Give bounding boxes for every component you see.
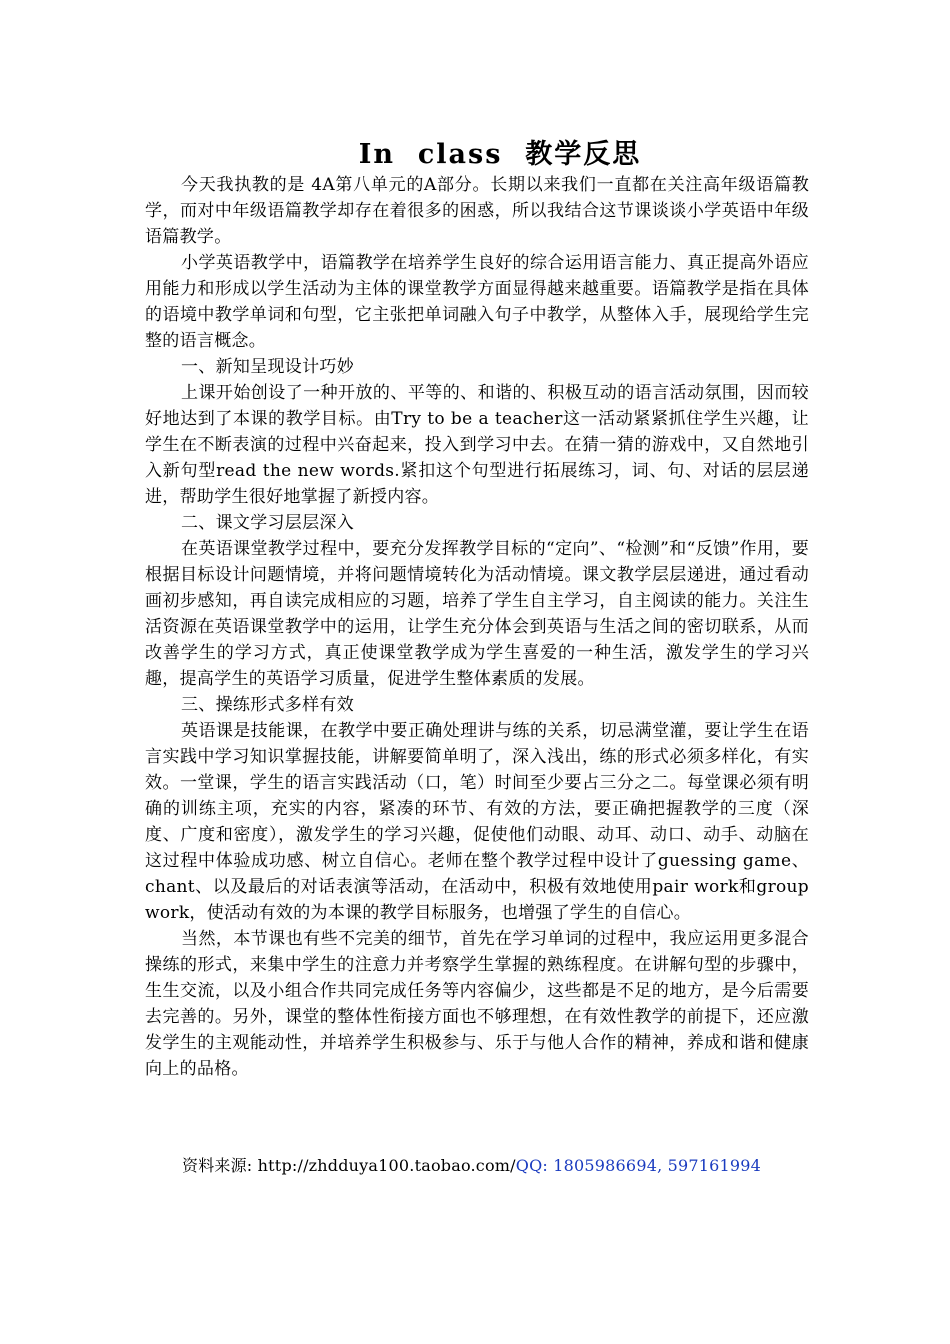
paragraph-discourse-teaching: 小学英语教学中，语篇教学在培养学生良好的综合运用语言能力、真正提高外语应用能力和形成以学生活动为主体的课堂教学方面显得越来越重要。语篇教学是指在具体的语境中教学单词和句型，它主张把单词融入句子中教学，从整体入手，展现给学生完整的语言概念。: [145, 253, 809, 351]
paragraph-section-3: 英语课是技能课，在教学中要正确处理讲与练的关系，切忌满堂灌，要让学生在语言实践中学习知识掌握技能，讲解要简单明了，深入浅出，练的形式必须多样化，有实效。一堂课，学生的语言实践活动（口，笔）时间至少要占三分之二。每堂课必须有明确的训练主项，充实的内容，紧凑的环节、有效的方法，要正确把握教学的三度（深度、广度和密度），激发学生的学习兴趣，促使他们动眼、动耳、动口、动手、动脑在这过程中体验成功感、树立自信心。老师在整个教学过程中设计了guessing game、chant、以及最后的对话表演等活动，在活动中，积极有效地使用pair work和group work，使活动有效的为本课的教学目标服务，也增强了学生的自信心。: [145, 721, 809, 923]
qq-contact: QQ: 1805986694, 597161994: [515, 1156, 762, 1175]
section-heading-2: 二、课文学习层层深入: [181, 513, 354, 533]
paragraph-section-2: 在英语课堂教学过程中，要充分发挥教学目标的“定向”、“检测”和“反馈”作用，要根据目标设计问题情境，并将问题情境转化为活动情境。课文教学层层递进，通过看动画初步感知，再自读完成相应的习题，培养了学生自主学习，自主阅读的能力。关注生活资源在英语课堂教学中的运用，让学生充分体会到英语与生活之间的密切联系，从而改善学生的学习方式，真正使课堂教学成为学生喜爱的一种生活，激发学生的学习兴趣，提高学生的英语学习质量，促进学生整体素质的发展。: [145, 539, 809, 689]
document-title: In class 教学反思: [358, 139, 642, 170]
document-body: [145, 172, 809, 1082]
paragraph-intro: 今天我执教的是 4A第八单元的A部分。长期以来我们一直都在关注高年级语篇教学，而对中年级语篇教学却存在着很多的困惑，所以我结合这节课谈谈小学英语中年级语篇教学。: [145, 175, 809, 247]
paragraph-section-1: 上课开始创设了一种开放的、平等的、和谐的、积极互动的语言活动氛围，因而较好地达到了本课的教学目标。由Try to be a teacher这一活动紧紧抓住学生兴趣，让学生在不断表演的过程中兴奋起来，投入到学习中去。在猜一猜的游戏中，又自然地引入新句型read the new words.紧扣这个句型进行拓展练习，词、句、对话的层层递进，帮助学生很好地掌握了新授内容。: [145, 383, 809, 507]
section-heading-3: 三、操练形式多样有效: [181, 695, 354, 715]
paragraph-conclusion: 当然，本节课也有些不完美的细节，首先在学习单词的过程中，我应运用更多混合操练的形式，来集中学生的注意力并考察学生掌握的熟练程度。在讲解句型的步骤中，生生交流，以及小组合作共同完成任务等内容偏少，这些都是不足的地方，是今后需要去完善的。另外，课堂的整体性衔接方面也不够理想，在有效性教学的前提下，还应激发学生的主观能动性，并培养学生积极参与、乐于与他人合作的精神，养成和谐和健康向上的品格。: [145, 929, 809, 1079]
source-link[interactable]: 资料来源: http://zhdduya100.taobao.com/: [182, 1156, 516, 1175]
section-heading-1: 一、新知呈现设计巧妙: [181, 357, 354, 377]
source-footer: [182, 1155, 761, 1177]
